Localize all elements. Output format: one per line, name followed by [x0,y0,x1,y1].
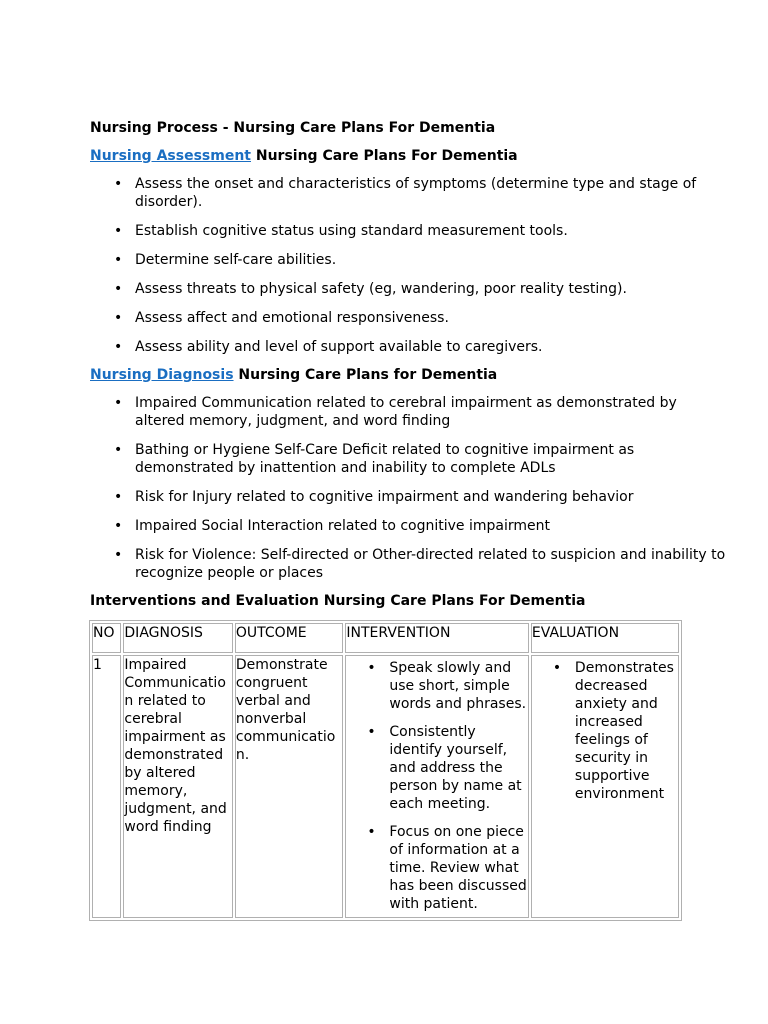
page-title: Nursing Process - Nursing Care Plans For Dementia [90,120,496,136]
list-item: • Assess threats to physical safety (eg, wandering, poor reality testing). [135,280,730,298]
nursing-diagnosis-link[interactable]: Nursing Diagnosis [90,367,234,383]
assessment-list [90,175,730,356]
header-diagnosis: DIAGNOSIS [123,623,233,653]
list-item: • Consistently identify yourself, and address the person by name at each meeting. [389,723,528,813]
document-page [90,119,726,921]
cell-diagnosis: Impaired Communication related to cerebral impairment as demonstrated by altered memory, judgment, and word finding [123,655,233,918]
cell-evaluation [531,655,679,918]
diagnosis-list [90,394,730,582]
list-item: • Assess the onset and characteristics of symptoms (determine type and stage of disorder). [135,175,730,211]
table-row [92,655,679,918]
evaluation-list [532,659,678,803]
list-item: • Speak slowly and use short, simple words and phrases. [389,659,528,713]
list-item: • Impaired Communication related to cerebral impairment as demonstrated by altered memory, judgment, and word finding [135,394,730,430]
header-intervention: INTERVENTION [345,623,529,653]
list-item: • Assess affect and emotional responsiveness. [135,309,730,327]
list-item: • Impaired Social Interaction related to cognitive impairment [135,517,730,535]
list-item: • Assess ability and level of support available to caregivers. [135,338,730,356]
list-item: • Establish cognitive status using standard measurement tools. [135,222,730,240]
header-outcome: OUTCOME [235,623,343,653]
cell-outcome: Demonstrate congruent verbal and nonverbal communication. [235,655,343,918]
list-item: • Bathing or Hygiene Self-Care Deficit related to cognitive impairment as demonstrated by inattention and inability to complete ADLs [135,441,730,477]
diagnosis-heading-rest: Nursing Care Plans for Dementia [238,367,498,383]
diagnosis-heading [90,366,690,384]
cell-intervention [345,655,529,918]
assessment-heading [90,147,690,165]
header-no: NO [92,623,121,653]
list-item: • Determine self-care abilities. [135,251,730,269]
list-item: • Risk for Injury related to cognitive impairment and wandering behavior [135,488,730,506]
nursing-assessment-link[interactable]: Nursing Assessment [90,148,251,164]
header-evaluation: EVALUATION [531,623,679,653]
care-plan-table [89,620,682,921]
list-item: • Risk for Violence: Self-directed or Other-directed related to suspicion and inability to recognize people or places [135,546,730,582]
list-item: • Focus on one piece of information at a time. Review what has been discussed with patient. [389,823,528,913]
assessment-heading-rest: Nursing Care Plans For Dementia [255,148,518,164]
interventions-heading: Interventions and Evaluation Nursing Care Plans For Dementia [90,593,586,609]
intervention-list [346,659,528,913]
table-header-row [92,623,679,653]
cell-no: 1 [92,655,121,918]
list-item: • Demonstrates decreased anxiety and increased feelings of security in supportive environment [575,659,678,803]
